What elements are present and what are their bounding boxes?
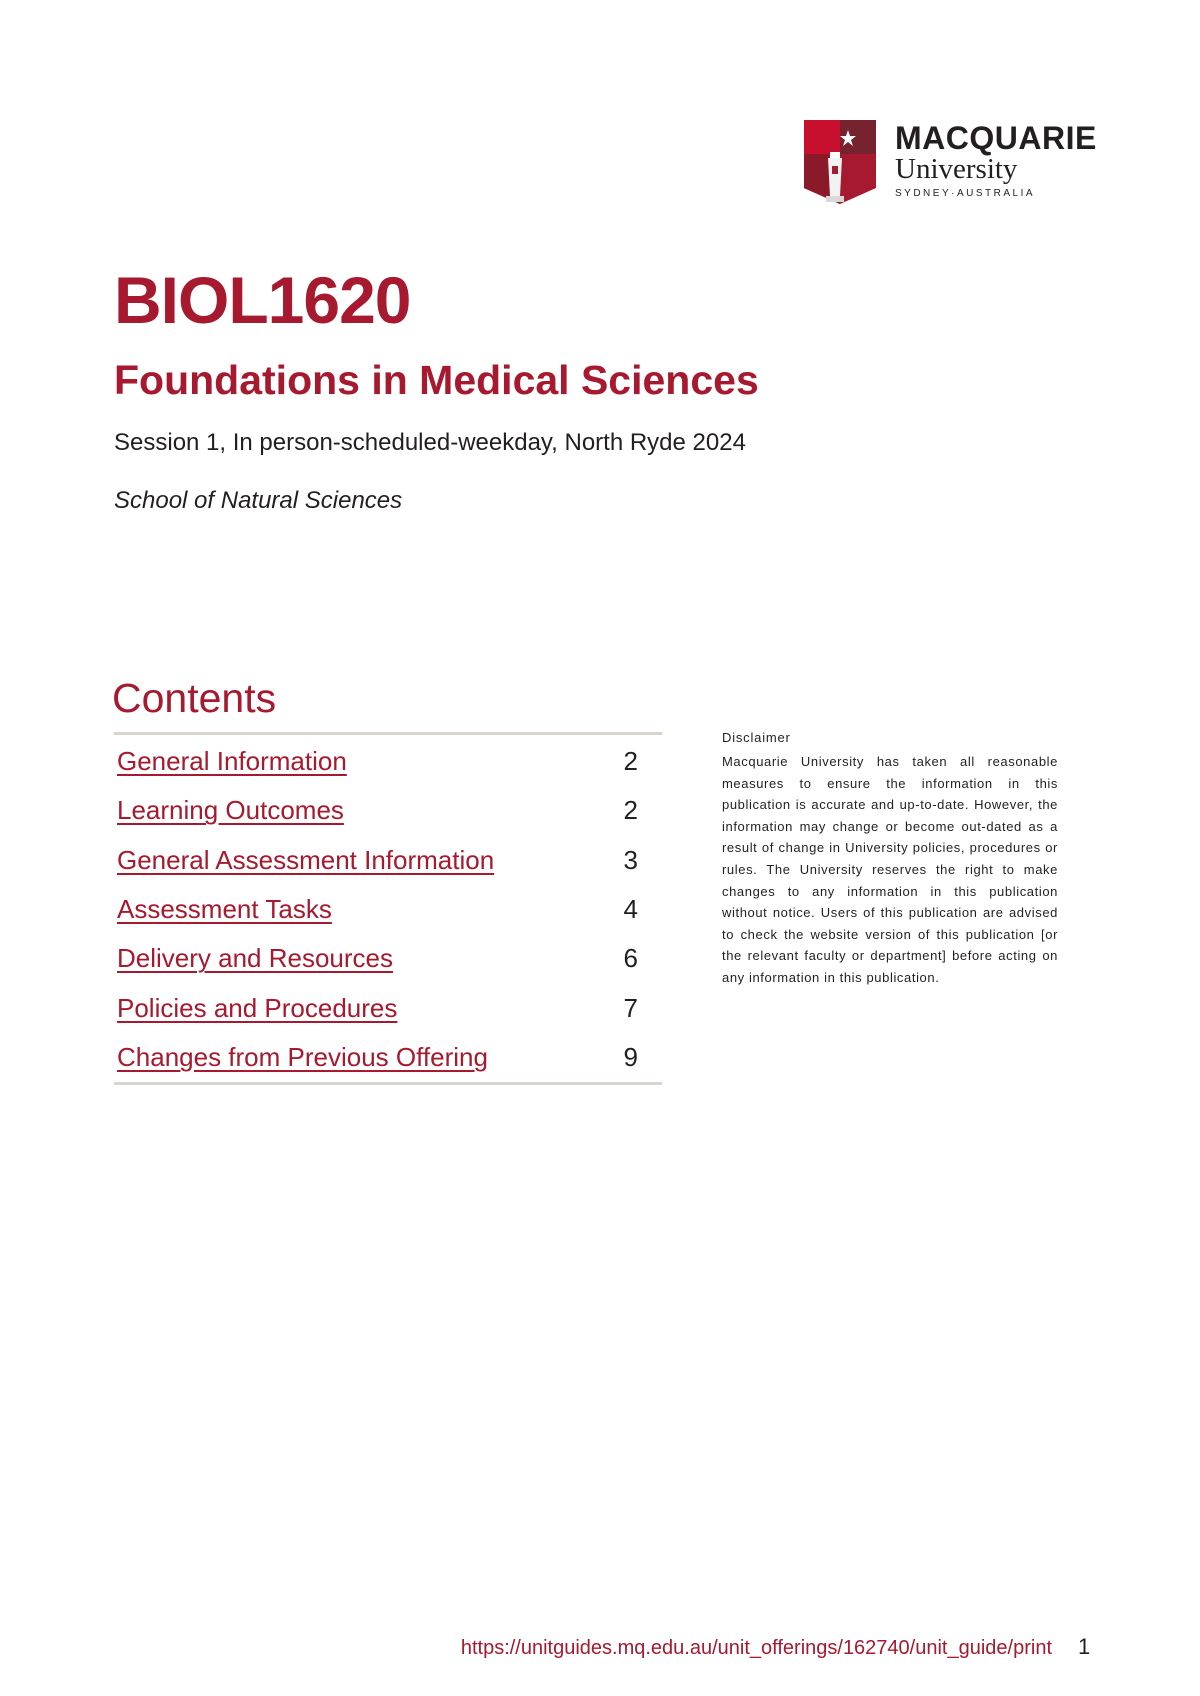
toc-link-general-information[interactable]: General Information [117,746,347,777]
toc-page-number: 4 [623,894,638,925]
disclaimer-title: Disclaimer [722,730,791,745]
toc-link-general-assessment-information[interactable]: General Assessment Information [117,844,495,875]
disclaimer [722,728,1058,989]
toc-page-number: 2 [623,795,638,826]
unit-session: Session 1, In person-scheduled-weekday, North Ryde 2024 [114,429,746,456]
disclaimer-body: Macquarie University has taken all reasonable measures to ensure the information in this publication is accurate and up-to-date. However, the information may change or become out-dated as a result of change in University policies, procedures or rules. The University reserves the right to make changes to any information in this publication without notice. Users of this publication are advised to check the website version of this publication [or the relevant faculty or department] before acting on any information in this publication. [722,754,1058,985]
toc-row [114,934,662,983]
university-logo [800,116,1100,206]
toc-row [114,1033,662,1082]
toc-page-number: 2 [623,746,638,777]
toc-page-number: 7 [623,992,638,1023]
footer-page-number: 1 [1078,1634,1091,1659]
lighthouse-shield-icon [800,116,880,206]
contents-heading: Contents [112,675,277,721]
toc-page-number: 3 [623,844,638,875]
toc-row [114,885,662,934]
toc-page-number: 9 [623,1041,638,1072]
unit-school: School of Natural Sciences [114,487,403,514]
toc-row [114,786,662,835]
toc-link-changes-from-previous-offering[interactable]: Changes from Previous Offering [117,1041,488,1072]
logo-name-line2: University [895,153,1018,185]
footer-url-link[interactable]: https://unitguides.mq.edu.au/unit_offerings/162740/unit_guide/print [460,1637,1052,1659]
toc-row [114,737,662,786]
unit-code: BIOL1620 [114,263,411,337]
toc-page-number: 6 [623,943,638,974]
logo-name-line1: MACQUARIE [895,120,1097,156]
toc-link-assessment-tasks[interactable]: Assessment Tasks [117,894,332,925]
toc-link-policies-and-procedures[interactable]: Policies and Procedures [117,992,398,1023]
toc-link-delivery-and-resources[interactable]: Delivery and Resources [117,943,394,974]
toc-row [114,836,662,885]
unit-title: Foundations in Medical Sciences [114,357,759,403]
logo-tagline: SYDNEY·AUSTRALIA [895,188,1036,199]
toc-link-learning-outcomes[interactable]: Learning Outcomes [117,795,344,826]
table-of-contents [114,732,662,1085]
toc-row [114,983,662,1032]
